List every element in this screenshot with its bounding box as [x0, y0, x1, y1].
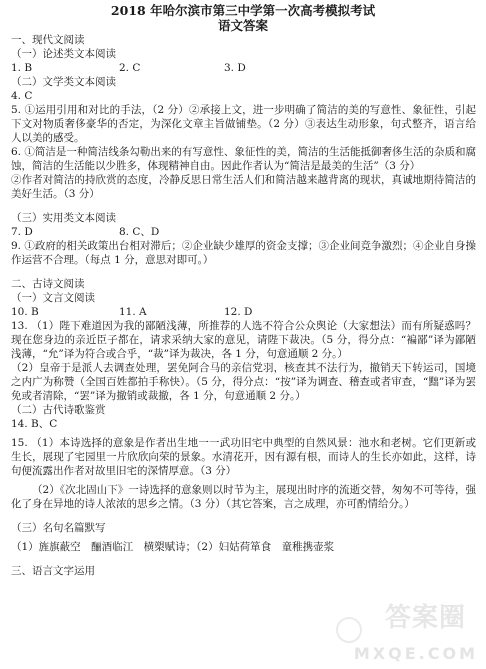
answer-q9: 9. ①政府的相关政策出台相对滞后；②企业缺少雄厚的资金支撑；③企业间竞争激烈；④企业自身操作运营不合理。（每点 1 分，意思对即可。）: [11, 240, 476, 266]
site-watermark: [340, 603, 480, 663]
section1-part1-answers: [0, 61, 486, 75]
section1-part3-heading: （三）实用类文本阅读: [11, 212, 116, 224]
answer-q8: 8. C、D: [119, 226, 160, 238]
answer-q3: 3. D: [224, 62, 246, 74]
answer-q10: 10. B: [11, 306, 39, 318]
answer-q16: （1）旌旗蔽空 酾酒临江 横槊赋诗；（2）妇姑荷箪食 童稚携壶浆: [11, 541, 335, 553]
section2-part2-heading: （二）古代诗歌鉴赏: [11, 404, 106, 416]
answer-q5: 5. ①运用引用和对比的手法，（2 分）②承接上文，进一步明确了简洁的美的写意性、象征性，引起下文对物质奢侈豪华的否定，为深化文章主旨做铺垫。（2 分）③表达生动形象，句式整齐，语言给人以美的感受。: [11, 104, 476, 144]
document-title: 2018 年哈尔滨市第三中学第一次高考模拟考试: [110, 3, 376, 18]
answer-q6: 6. ①简洁是一种简洁线条勾勒出来的有写意性、象征性的美，简洁的生活能抵御奢侈生活的杂质和腐蚀，简洁的生活能以少胜多，体现精神自由。因此作者认为“简洁是最美的生活”（3 分）: [11, 146, 476, 172]
answer-q13-part1: 13. （1）陛下难道因为我的鄙陋浅薄，所推荐的人选不符合公众舆论（大家想法）而有所疑惑吗？现在您身边的亲近臣子都在，请求采纳大家的意见，请陛下裁决。（5 分，得分点：“褊鄙”译为鄙陋浅薄，“允”译为符合或合乎，“裁”译为裁决，各 1 分，句意通顺 2 分。）: [11, 320, 476, 360]
answer-q6-part2: ②作者对简洁的持欣赏的态度，冷静反思日常生活人们和简洁越来越背离的现状，真诚地期待简洁的美好生活。（3 分）: [11, 174, 476, 200]
watermark-top-text: 答案圈: [384, 603, 466, 633]
section1-part3-answers: [0, 225, 486, 239]
watermark-bottom-text: MXQE.COM: [353, 644, 478, 663]
section1-heading: 一、现代文阅读: [11, 34, 85, 46]
section2-part3-heading: （三）名句名篇默写: [11, 522, 106, 534]
answer-q4: 4. C: [11, 90, 33, 102]
answer-q13-part2: （2）皇帝于是派人去调查处理，罢免阿合马的亲信党羽，核查其不法行为，撤销天下转运司，国境之内广为称赞（全国百姓都拍手称快）。（5 分，得分点：“按”译为调查、稽查或者审查，“黜”译为罢免或者清除，“罢”译为撤销或裁撤，各 1 分，句意通顺 2 分。）: [11, 362, 476, 402]
answer-q11: 11. A: [119, 306, 147, 318]
section3-heading: 三、语言文字运用: [11, 565, 95, 577]
watermark-mark-icon: [336, 617, 362, 643]
answer-q7: 7. D: [11, 226, 33, 238]
section2-part1-heading: （一）文言文阅读: [11, 292, 95, 304]
answer-q1: 1. B: [11, 62, 33, 74]
section1-part1-heading: （一）论述类文本阅读: [11, 48, 116, 60]
document-subtitle: 语文答案: [217, 18, 268, 33]
section2-part1-answers: [0, 305, 486, 319]
answer-q14: 14. B、C: [11, 418, 58, 430]
answer-q2: 2. C: [119, 62, 141, 74]
answer-q12: 12. D: [224, 306, 253, 318]
answer-q15-part1: 15. （1）本诗选择的意象是作者出生地一一武功旧宅中典型的自然风景：池水和老树。它们更新或生长，展现了宅园里一片欣欣向荣的景象。水清花开，因有源有根，而诗人的生长亦如此，这样，诗句便流露出作者对故里旧宅的深情厚意。（3 分）: [11, 437, 476, 477]
section2-heading: 二、古诗文阅读: [11, 278, 85, 290]
section1-part2-heading: （二）文学类文本阅读: [11, 76, 116, 88]
answer-q15-part2: （2）《次北固山下》一诗选择的意象则以时节为主，展现出时序的流逝交替，匆匆不可等待，强化了身在异地的诗人浓浓的思乡之情。（3 分）（其它答案，言之成理，亦可酌情给分。）: [11, 484, 476, 510]
